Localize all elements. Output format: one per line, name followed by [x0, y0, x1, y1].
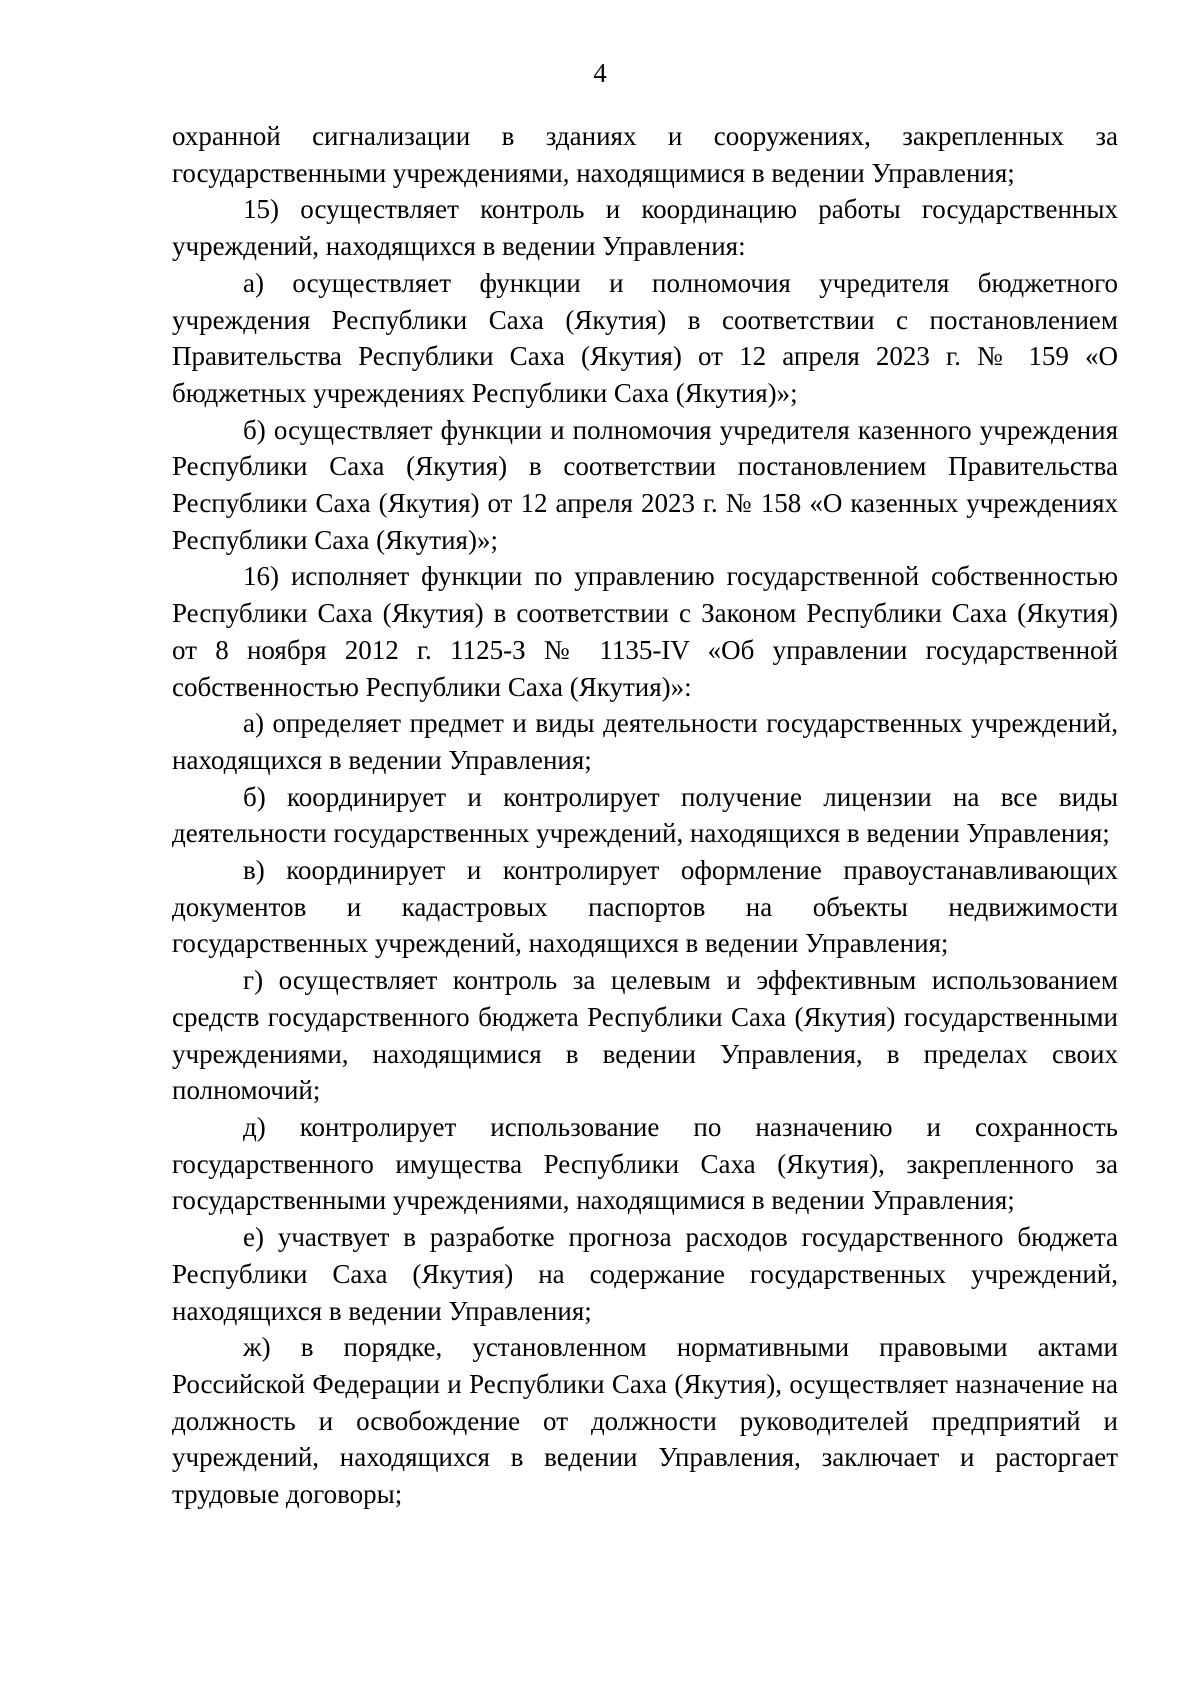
- paragraph-item-15: 15) осуществляет контроль и координацию работы государственных учреждений, находящихся в ведении Управления:: [172, 194, 1118, 262]
- paragraph-item-15b: б) осуществляет функции и полномочия учредителя казенного учреждения Республики Саха (Якутия) в соответствии постановлением Правительства Республики Саха (Якутия) от 12 апреля 2023 г. № 158 «О казенных учреждениях Республики Саха (Якутия)»;: [172, 414, 1118, 555]
- page-number: 4: [593, 58, 607, 88]
- paragraph-item-16d: д) контролирует использование по назначению и сохранность государственного имущества Республики Саха (Якутия), закрепленного за государственными учреждениями, находящимися в ведении Управления;: [172, 1111, 1118, 1216]
- paragraph-item-15a: а) осуществляет функции и полномочия учредителя бюджетного учреждения Республики Саха (Якутия) в соответствии с постановлением Правительства Республики Саха (Якутия) от 12 апреля 2023 г. № 159 «О бюджетных учреждениях Республики Саха (Якутия)»;: [172, 267, 1118, 408]
- paragraph-item-16zh: ж) в порядке, установленном нормативными правовыми актами Российской Федерации и Республики Саха (Якутия), осуществляет назначение на должность и освобождение от должности руководителей предприятий и учреждений, находящихся в ведении Управления, заключает и расторгает трудовые договоры;: [172, 1332, 1118, 1510]
- paragraph-item-16v: в) координирует и контролирует оформление правоустанавливающих документов и кадастровых паспортов на объекты недвижимости государственных учреждений, находящихся в ведении Управления;: [172, 855, 1118, 959]
- paragraph-continuation: охранной сигнализации в зданиях и сооружениях, закрепленных за государственными учреждениями, находящимися в ведении Управления;: [172, 121, 1118, 188]
- document-body: [172, 118, 1118, 1513]
- paragraph-item-16g: г) осуществляет контроль за целевым и эффективным использованием средств государственного бюджета Республики Саха (Якутия) государственными учреждениями, находящимися в ведении Управления, в пределах своих полномочий;: [172, 965, 1118, 1106]
- paragraph-item-16: 16) исполняет функции по управлению государственной собственностью Республики Саха (Якутия) в соответствии с Законом Республики Саха (Якутия) от 8 ноября 2012 г. 1125-З № 1135-IV «Об управлении государственной собственностью Республики Саха (Якутия)»:: [172, 561, 1118, 702]
- paragraph-item-16b: б) координирует и контролирует получение лицензии на все виды деятельности государственных учреждений, находящихся в ведении Управления;: [172, 781, 1118, 849]
- paragraph-item-16a: а) определяет предмет и виды деятельности государственных учреждений, находящихся в ведении Управления;: [172, 708, 1118, 775]
- paragraph-item-16e: е) участвует в разработке прогноза расходов государственного бюджета Республики Саха (Якутия) на содержание государственных учреждений, находящихся в ведении Управления;: [172, 1222, 1118, 1326]
